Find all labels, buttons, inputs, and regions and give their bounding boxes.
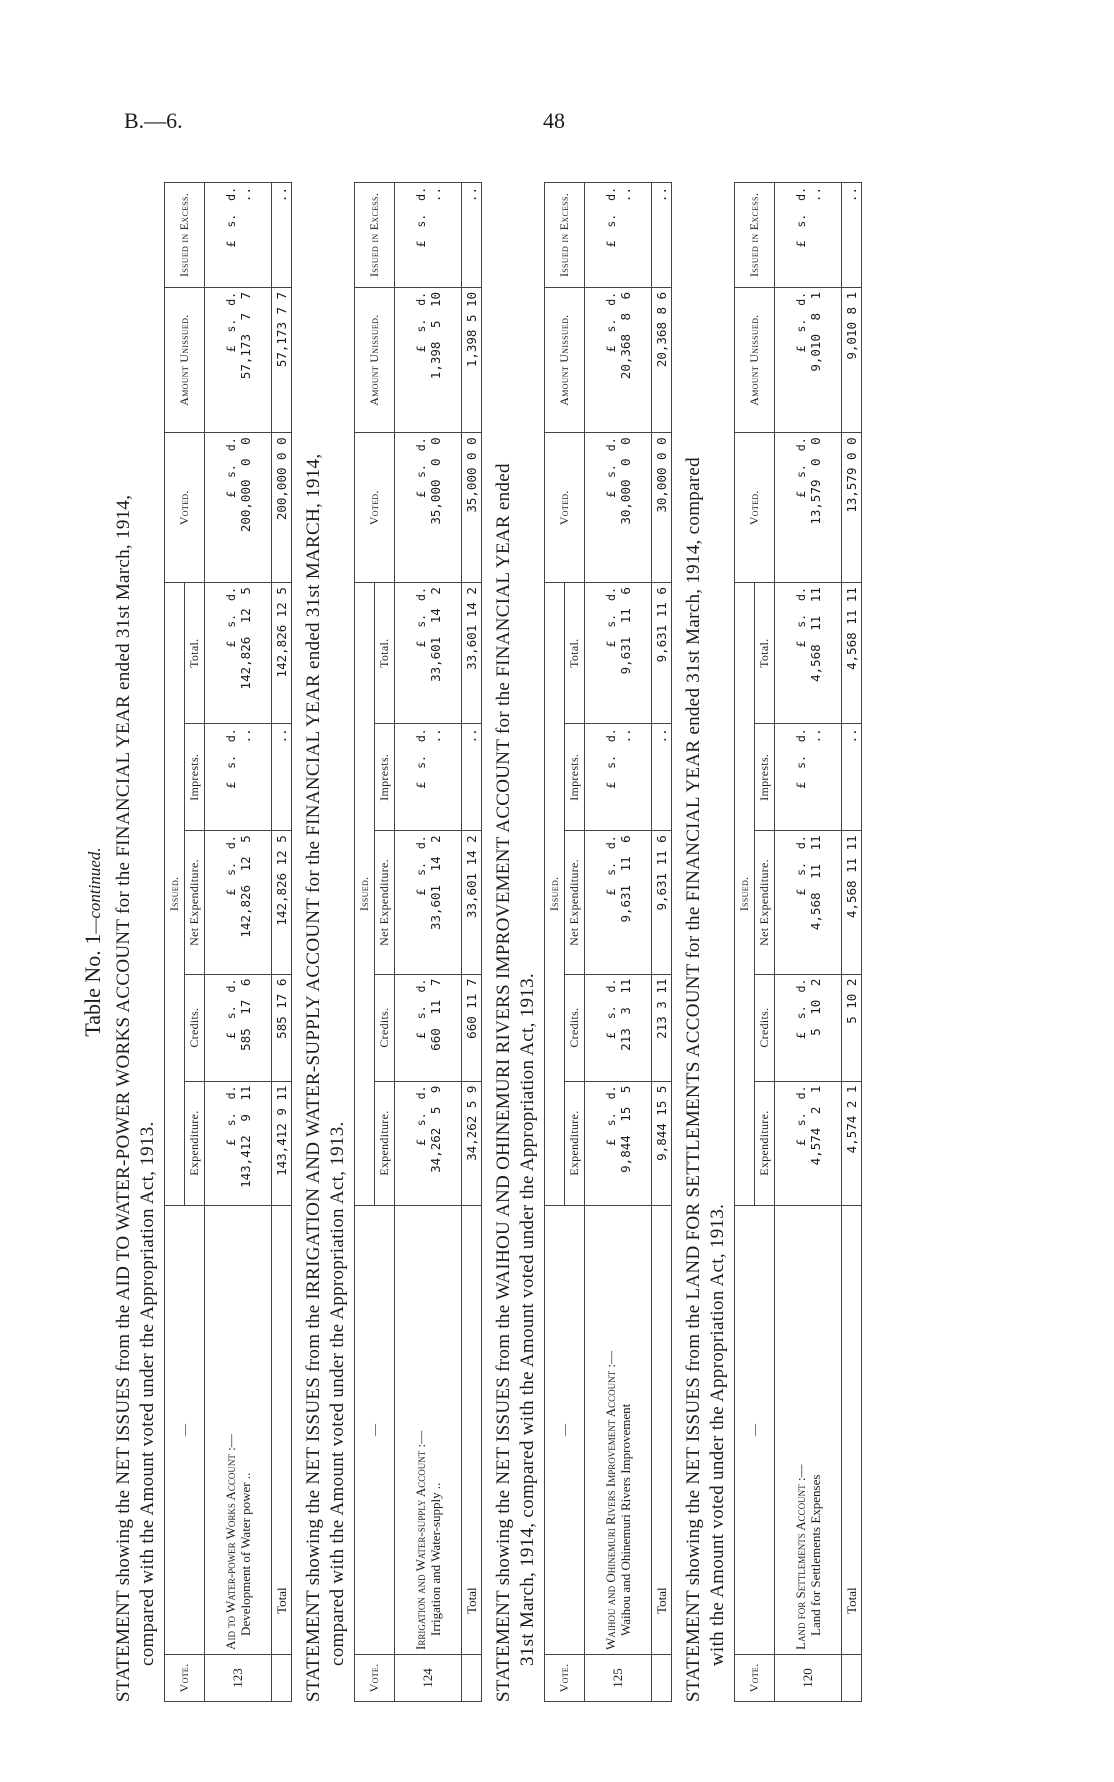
total-unissued: 1,398 5 10 [462, 287, 482, 432]
amount-cell [775, 974, 842, 1081]
statement-section [112, 182, 292, 1702]
col-voted: Voted. [545, 433, 585, 583]
col-credits: Credits. [185, 974, 205, 1081]
statement-line-1: STATEMENT showing the NET ISSUES from the LAND FOR SETTLEMENTS ACCOUNT for the FINANCIAL YEAR ended 31st March, 1914, compared [683, 457, 704, 1702]
col-net-expenditure: Net Expenditure. [375, 831, 395, 974]
unissued-value: 57,173 7 7 [237, 291, 253, 380]
vote-blank [462, 1654, 482, 1701]
amount-cell [585, 287, 652, 432]
units-label: £ s. d. [793, 835, 808, 896]
excess-value: .. [617, 187, 633, 203]
units-label: £ s. d. [413, 835, 428, 896]
imprests-value: .. [807, 728, 823, 744]
vote-number: 120 [775, 1654, 842, 1701]
total-expenditure: 143,412 9 11 [272, 1081, 292, 1205]
total-imprests: .. [842, 724, 862, 831]
col-excess: Issued in Excess. [545, 183, 585, 288]
col-expenditure: Expenditure. [565, 1081, 585, 1205]
col-total: Total. [185, 583, 205, 724]
table-row [775, 183, 842, 1702]
col-excess: Issued in Excess. [355, 183, 395, 288]
amount-cell [205, 583, 272, 724]
col-vote: Vote. [355, 1654, 395, 1701]
unissued-value: 9,010 8 1 [807, 291, 823, 372]
units-label: £ s. d. [793, 587, 808, 648]
total-label: Total [462, 1205, 482, 1654]
account-description [205, 1205, 272, 1654]
statement-line-2: 31st March, 1914, compared with the Amount voted under the Appropriation Act, 1913. [517, 973, 538, 1666]
units-label: £ s. d. [223, 587, 238, 648]
units-label: £ s. d. [793, 978, 808, 1040]
account-description [395, 1205, 462, 1654]
amount-cell [585, 831, 652, 974]
amount-cell [395, 724, 462, 831]
amount-cell [395, 183, 462, 288]
col-imprests: Imprests. [375, 724, 395, 831]
statement-line-1: STATEMENT showing the NET ISSUES from the WAIHOU AND OHINEMURI RIVERS IMPROVEMENT ACCOUNT for the FINANCIAL YEAR ended [493, 463, 514, 1702]
amount-cell [585, 724, 652, 831]
units-label: £ s. d. [413, 1085, 428, 1147]
units-label: £ s. d. [223, 291, 238, 353]
net-expenditure-value: 33,601 14 2 [427, 835, 443, 931]
col-voted: Voted. [355, 433, 395, 583]
units-label: £ s. d. [603, 1085, 618, 1147]
col-net-expenditure: Net Expenditure. [565, 831, 585, 974]
statement-line-1: STATEMENT showing the NET ISSUES from the IRRIGATION AND WATER-SUPPLY ACCOUNT for the FINANCIAL YEAR ended 31st MARCH, 1914, [303, 453, 324, 1702]
units-label: £ s. d. [603, 437, 618, 498]
unissued-value: 1,398 5 10 [427, 291, 443, 380]
units-label: £ s. d. [413, 187, 428, 248]
statement-heading [302, 182, 350, 1702]
vote-number: 125 [585, 1654, 652, 1701]
expenditure-value: 143,412 9 11 [237, 1085, 253, 1188]
item-name: Development of Water power .. [238, 1472, 253, 1636]
net-expenditure-value: 142,826 12 5 [237, 835, 253, 938]
amount-cell [775, 287, 842, 432]
col-description: — [735, 1205, 775, 1654]
units-label: £ s. d. [413, 978, 428, 1040]
units-label: £ s. d. [603, 978, 618, 1040]
net-expenditure-value: 9,631 11 6 [617, 835, 633, 923]
expenditure-value: 34,262 5 9 [427, 1085, 443, 1173]
vote-number: 124 [395, 1654, 462, 1701]
excess-value: .. [427, 187, 443, 203]
total-total: 33,601 14 2 [462, 583, 482, 724]
col-vote: Vote. [165, 1654, 205, 1701]
table-row [395, 183, 462, 1702]
total-total: 142,826 12 5 [272, 583, 292, 724]
total-row [272, 183, 292, 1702]
amount-cell [205, 724, 272, 831]
total-value: 9,631 11 6 [617, 587, 633, 675]
amount-cell [585, 433, 652, 583]
col-expenditure: Expenditure. [375, 1081, 395, 1205]
total-voted: 30,000 0 0 [652, 433, 672, 583]
units-label: £ s. d. [413, 728, 428, 789]
total-net-expenditure: 9,631 11 6 [652, 831, 672, 974]
total-label: Total [272, 1205, 292, 1654]
voted-value: 13,579 0 0 [807, 437, 823, 525]
amount-cell [395, 287, 462, 432]
units-label: £ s. d. [223, 187, 238, 248]
account-table [544, 182, 672, 1702]
total-total: 9,631 11 6 [652, 583, 672, 724]
total-expenditure: 34,262 5 9 [462, 1081, 482, 1205]
item-name: Waihou and Ohinemuri Rivers Improvement [618, 1403, 633, 1636]
document-code: B.—6. [124, 108, 183, 133]
col-excess: Issued in Excess. [735, 183, 775, 288]
total-net-expenditure: 4,568 11 11 [842, 831, 862, 974]
account-table [354, 182, 482, 1702]
statement-sections [112, 182, 862, 1702]
col-issued: Issued. [735, 583, 755, 1206]
table-title-suffix: —continued. [85, 847, 104, 934]
units-label: £ s. d. [793, 1085, 808, 1147]
total-net-expenditure: 33,601 14 2 [462, 831, 482, 974]
account-table [164, 182, 292, 1702]
imprests-value: .. [427, 728, 443, 744]
statement-section [492, 182, 672, 1702]
col-unissued: Amount Unissued. [735, 287, 775, 432]
units-label: £ s. d. [603, 835, 618, 896]
expenditure-value: 9,844 15 5 [617, 1085, 633, 1173]
total-excess: .. [272, 183, 292, 288]
imprests-value: .. [617, 728, 633, 744]
units-label: £ s. d. [413, 291, 428, 353]
col-imprests: Imprests. [185, 724, 205, 831]
units-label: £ s. d. [793, 291, 808, 353]
col-total: Total. [375, 583, 395, 724]
total-excess: .. [652, 183, 672, 288]
units-label: £ s. d. [223, 728, 238, 789]
amount-cell [775, 183, 842, 288]
amount-cell [395, 583, 462, 724]
col-expenditure: Expenditure. [755, 1081, 775, 1205]
units-label: £ s. d. [223, 437, 238, 498]
col-issued: Issued. [165, 583, 185, 1206]
page-number: 48 [543, 108, 565, 133]
col-issued: Issued. [545, 583, 565, 1206]
col-description: — [355, 1205, 395, 1654]
units-label: £ s. d. [413, 437, 428, 498]
account-table [734, 182, 862, 1702]
col-expenditure: Expenditure. [185, 1081, 205, 1205]
statement-section [682, 182, 862, 1702]
units-label: £ s. d. [223, 978, 238, 1040]
units-label: £ s. d. [223, 1085, 238, 1147]
total-value: 142,826 12 5 [237, 587, 253, 690]
amount-cell [585, 1081, 652, 1205]
total-credits: 213 3 11 [652, 974, 672, 1081]
amount-cell [205, 831, 272, 974]
total-row [652, 183, 672, 1702]
credits-value: 660 11 7 [427, 978, 443, 1051]
total-value: 33,601 14 2 [427, 587, 443, 682]
col-total: Total. [755, 583, 775, 724]
col-voted: Voted. [735, 433, 775, 583]
units-label: £ s. d. [413, 587, 428, 648]
voted-value: 35,000 0 0 [427, 437, 443, 525]
total-row [842, 183, 862, 1702]
col-issued: Issued. [355, 583, 375, 1206]
amount-cell [205, 433, 272, 583]
total-label: Total [842, 1205, 862, 1654]
total-credits: 5 10 2 [842, 974, 862, 1081]
amount-cell [205, 974, 272, 1081]
amount-cell [775, 433, 842, 583]
amount-cell [395, 433, 462, 583]
statement-line-1: STATEMENT showing the NET ISSUES from the AID TO WATER-POWER WORKS ACCOUNT for the FINANCIAL YEAR ended 31st March, 1914, [113, 494, 134, 1702]
total-credits: 585 17 6 [272, 974, 292, 1081]
amount-cell [585, 183, 652, 288]
amount-cell [775, 724, 842, 831]
account-name: Aid to Water-power Works Account :— [223, 1434, 238, 1650]
total-unissued: 9,010 8 1 [842, 287, 862, 432]
col-vote: Vote. [545, 1654, 585, 1701]
vote-number: 123 [205, 1654, 272, 1701]
total-row [462, 183, 482, 1702]
units-label: £ s. d. [603, 587, 618, 648]
units-label: £ s. d. [793, 437, 808, 498]
col-credits: Credits. [375, 974, 395, 1081]
statement-line-2: compared with the Amount voted under the Appropriation Act, 1913. [137, 1121, 158, 1666]
item-name: Land for Settlements Expenses [808, 1474, 823, 1636]
statement-heading [112, 182, 160, 1702]
col-unissued: Amount Unissued. [355, 287, 395, 432]
col-vote: Vote. [735, 1654, 775, 1701]
account-name: Land for Settlements Account :— [793, 1464, 808, 1650]
statement-line-2: compared with the Amount voted under the Appropriation Act, 1913. [327, 1121, 348, 1666]
amount-cell [775, 831, 842, 974]
table-row [585, 183, 652, 1702]
amount-cell [395, 831, 462, 974]
col-description: — [165, 1205, 205, 1654]
total-imprests: .. [272, 724, 292, 831]
col-credits: Credits. [755, 974, 775, 1081]
rotated-page-content [80, 182, 1060, 1702]
amount-cell [205, 1081, 272, 1205]
statement-heading [492, 182, 540, 1702]
vote-blank [652, 1654, 672, 1701]
account-description [775, 1205, 842, 1654]
units-label: £ s. d. [603, 187, 618, 248]
col-net-expenditure: Net Expenditure. [755, 831, 775, 974]
credits-value: 5 10 2 [807, 978, 823, 1036]
units-label: £ s. d. [793, 728, 808, 789]
credits-value: 213 3 11 [617, 978, 633, 1051]
col-imprests: Imprests. [755, 724, 775, 831]
total-value: 4,568 11 11 [807, 587, 823, 682]
credits-value: 585 17 6 [237, 978, 253, 1051]
total-credits: 660 11 7 [462, 974, 482, 1081]
total-excess: .. [842, 183, 862, 288]
total-voted: 200,000 0 0 [272, 433, 292, 583]
table-title [80, 182, 106, 1702]
statement-line-2: with the Amount voted under the Appropriation Act, 1913. [707, 1203, 728, 1666]
total-total: 4,568 11 11 [842, 583, 862, 724]
units-label: £ s. d. [603, 291, 618, 353]
total-imprests: .. [652, 724, 672, 831]
col-voted: Voted. [165, 433, 205, 583]
vote-blank [272, 1654, 292, 1701]
excess-value: .. [237, 187, 253, 203]
total-voted: 13,579 0 0 [842, 433, 862, 583]
col-unissued: Amount Unissued. [545, 287, 585, 432]
amount-cell [205, 183, 272, 288]
total-voted: 35,000 0 0 [462, 433, 482, 583]
table-row [205, 183, 272, 1702]
amount-cell [585, 583, 652, 724]
item-name: Irrigation and Water-supply .. [428, 1482, 443, 1636]
amount-cell [775, 583, 842, 724]
total-expenditure: 4,574 2 1 [842, 1081, 862, 1205]
total-net-expenditure: 142,826 12 5 [272, 831, 292, 974]
col-excess: Issued in Excess. [165, 183, 205, 288]
amount-cell [395, 974, 462, 1081]
statement-section [302, 182, 482, 1702]
table-title-main: Table No. 1 [80, 933, 105, 1037]
total-imprests: .. [462, 724, 482, 831]
amount-cell [585, 974, 652, 1081]
total-label: Total [652, 1205, 672, 1654]
voted-value: 30,000 0 0 [617, 437, 633, 525]
voted-value: 200,000 0 0 [237, 437, 253, 533]
units-label: £ s. d. [603, 728, 618, 789]
amount-cell [775, 1081, 842, 1205]
total-expenditure: 9,844 15 5 [652, 1081, 672, 1205]
col-credits: Credits. [565, 974, 585, 1081]
imprests-value: .. [237, 728, 253, 744]
total-unissued: 20,368 8 6 [652, 287, 672, 432]
col-imprests: Imprests. [565, 724, 585, 831]
amount-cell [205, 287, 272, 432]
units-label: £ s. d. [793, 187, 808, 248]
col-net-expenditure: Net Expenditure. [185, 831, 205, 974]
units-label: £ s. d. [223, 835, 238, 896]
total-unissued: 57,173 7 7 [272, 287, 292, 432]
total-excess: .. [462, 183, 482, 288]
net-expenditure-value: 4,568 11 11 [807, 835, 823, 931]
statement-heading [682, 182, 730, 1702]
excess-value: .. [807, 187, 823, 203]
col-unissued: Amount Unissued. [165, 287, 205, 432]
vote-blank [842, 1654, 862, 1701]
account-description [585, 1205, 652, 1654]
unissued-value: 20,368 8 6 [617, 291, 633, 380]
expenditure-value: 4,574 2 1 [807, 1085, 823, 1166]
account-name: Waihou and Ohinemuri Rivers Improvement Account :— [603, 1350, 618, 1650]
col-total: Total. [565, 583, 585, 724]
account-name: Irrigation and Water-supply Account :— [413, 1430, 428, 1650]
col-description: — [545, 1205, 585, 1654]
amount-cell [395, 1081, 462, 1205]
